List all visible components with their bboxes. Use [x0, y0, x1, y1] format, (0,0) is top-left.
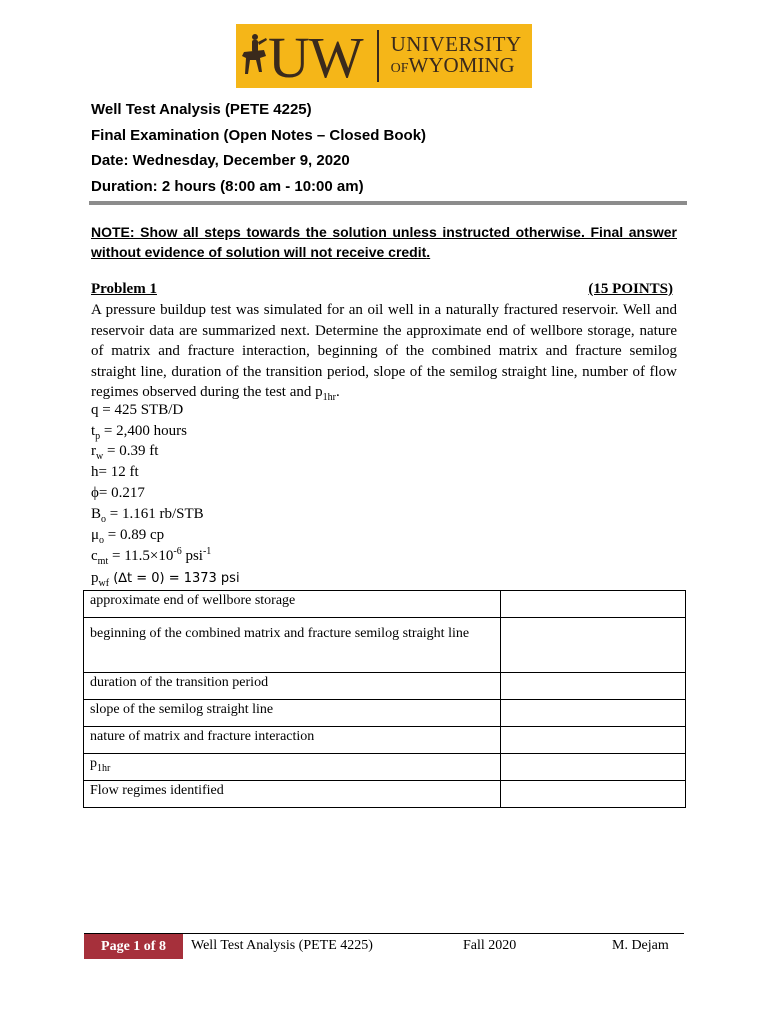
note-tail: . — [426, 244, 431, 260]
footer-term: Fall 2020 — [463, 938, 517, 953]
logo-line2: WYOMING — [408, 52, 515, 77]
header-rule — [89, 201, 687, 205]
logo-wordmark — [390, 31, 522, 79]
table-row — [84, 618, 686, 673]
answer-cell[interactable] — [501, 700, 686, 727]
answer-cell[interactable] — [501, 781, 686, 808]
question-cell: $p_{1hr}$ — [84, 754, 501, 781]
page-number: Page 1 of 8 — [84, 934, 183, 959]
logo-line1: UNIVERSITY — [390, 31, 522, 56]
question-cell: Flow regimes identified — [84, 781, 501, 808]
table-row — [84, 673, 686, 700]
answer-cell[interactable] — [501, 673, 686, 700]
data-cmt: $c_{mt} = 11.5\times 10^{-6}$ psi$^{-1}$ — [91, 546, 212, 567]
question-cell: approximate end of wellbore storage — [84, 591, 501, 618]
data-h: h= 12 ft — [91, 464, 139, 480]
data-q: q = 425 STB/D — [91, 402, 184, 418]
question-cell: nature of matrix and fracture interaction — [84, 727, 501, 754]
question-cell: duration of the transition period — [84, 673, 501, 700]
answer-cell[interactable] — [501, 754, 686, 781]
data-phi: ϕ= 0.217 — [91, 485, 145, 501]
problem-text — [91, 300, 677, 403]
answer-cell[interactable] — [501, 591, 686, 618]
question-cell: slope of the semilog straight line — [84, 700, 501, 727]
footer-author: M. Dejam — [612, 938, 669, 953]
university-logo — [236, 24, 532, 88]
question-cell: beginning of the combined matrix and fracture semilog straight line — [84, 618, 501, 673]
table-row — [84, 781, 686, 808]
answer-cell[interactable] — [501, 727, 686, 754]
problem-text-end: . — [335, 384, 340, 401]
exam-title: Final Examination (Open Notes – Closed Book) — [91, 127, 427, 144]
problem-title: Problem 1 — [91, 281, 157, 297]
answer-table — [83, 590, 686, 808]
problem-points: (15 POINTS) — [588, 281, 673, 297]
problem-text-sub: 1hr — [322, 392, 336, 404]
note-paragraph — [91, 222, 677, 262]
bucking-horse-rider-icon — [240, 32, 268, 80]
data-mu: $\mu_o = 0.89$ cp — [91, 527, 165, 546]
data-rw: $r_w = 0.39$ ft — [91, 443, 159, 462]
exam-date: Date: Wednesday, December 9, 2020 — [91, 152, 350, 169]
answer-cell[interactable] — [501, 618, 686, 673]
data-bo: $B_o = 1.161$ rb/STB — [91, 506, 204, 525]
table-row — [84, 700, 686, 727]
problem-heading — [91, 280, 673, 298]
logo-mark: UW — [268, 25, 363, 90]
data-tp: $t_p = 2,400$ hours — [91, 423, 187, 442]
note-text: NOTE: Show all steps towards the solution unless instructed otherwise. Final answer without evidence of solution will not receive credit — [91, 224, 677, 260]
data-pwf: $p_{wf}$ (∆t = 0) = 1373 psi — [91, 570, 240, 589]
table-row — [84, 754, 686, 781]
course-title: Well Test Analysis (PETE 4225) — [91, 101, 312, 118]
table-row — [84, 727, 686, 754]
footer-course: Well Test Analysis (PETE 4225) — [191, 938, 373, 953]
logo-of: OF — [390, 60, 409, 76]
problem-text-main: A pressure buildup test was simulated for an oil well in a naturally fractured reservoir. Well and reservoir data are summarized next. Determine the approximate end of wellbore storage, nature of matrix and fracture interaction, beginning of the combined matrix and fracture semilog straight line, duration of the transition period, slope of the semilog straight line, number of flow regimes observed during the test and p — [91, 302, 677, 401]
table-row — [84, 591, 686, 618]
logo-divider — [377, 30, 379, 82]
exam-duration: Duration: 2 hours (8:00 am - 10:00 am) — [91, 178, 364, 195]
